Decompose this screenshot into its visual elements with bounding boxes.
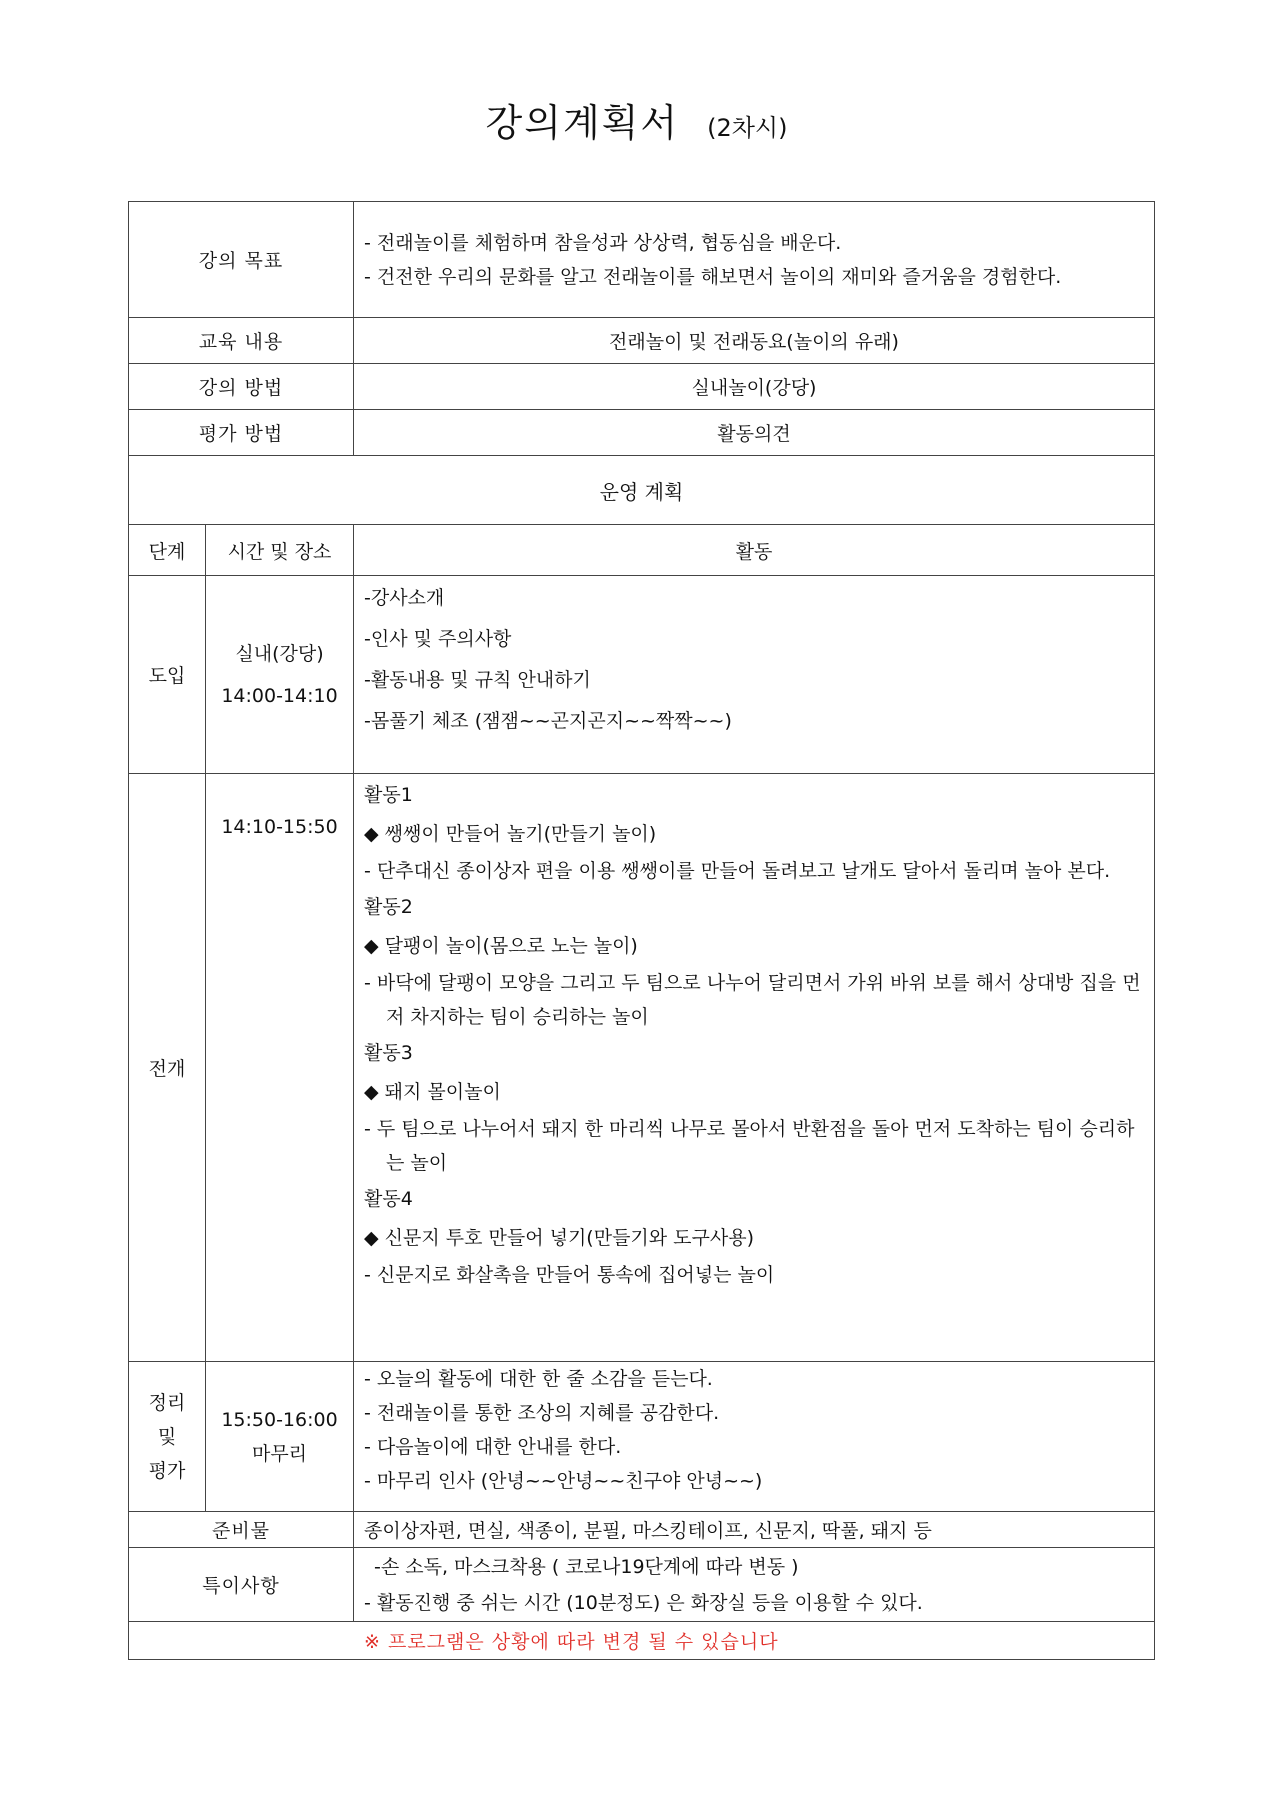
intro-line-3: -활동내용 및 규칙 안내하기: [364, 669, 591, 691]
intro-time: 14:00-14:10: [221, 684, 338, 707]
wrapup-place: 마무리: [251, 1442, 308, 1465]
intro-line-1: -강사소개: [364, 587, 445, 609]
document-title: [0, 92, 1273, 147]
wrapup-time-place: [206, 1362, 354, 1512]
column-time-place: 시간 및 장소: [206, 525, 354, 576]
title-text: 강의계획서: [485, 101, 680, 145]
lecture-plan-table: [128, 201, 1155, 1660]
intro-time-place: [206, 576, 354, 774]
wrapup-line-1: - 오늘의 활동에 대한 한 줄 소감을 듣는다.: [364, 1368, 713, 1390]
content-label: 교육 내용: [129, 318, 354, 364]
column-activity: 활동: [354, 525, 1155, 576]
activity-2-title: 활동2: [364, 896, 413, 918]
materials-label: 준비물: [129, 1512, 354, 1548]
row-wrapup: [129, 1362, 1155, 1512]
method-label: 강의 방법: [129, 364, 354, 410]
intro-activity: [354, 576, 1155, 774]
wrapup-stage: [129, 1362, 206, 1512]
row-intro: [129, 576, 1155, 774]
intro-stage: 도입: [129, 576, 206, 774]
column-stage: 단계: [129, 525, 206, 576]
activity-3-title: 활동3: [364, 1042, 413, 1064]
notes-line-1: -손 소독, 마스크착용 ( 코로나19단계에 따라 변동 ): [374, 1555, 799, 1578]
notes-line-2: - 활동진행 중 쉬는 시간 (10분정도) 은 화장실 등을 이용할 수 있다.: [364, 1591, 923, 1614]
row-goal: [129, 202, 1155, 318]
activity-2-item: ◆ 달팽이 놀이(몸으로 노는 놀이): [364, 935, 638, 957]
wrapup-line-2: - 전래놀이를 통한 조상의 지혜를 공감한다.: [364, 1402, 720, 1424]
program-change-notice: ※ 프로그램은 상황에 따라 변경 될 수 있습니다: [364, 1631, 779, 1653]
activity-4-desc: - 신문지로 화살촉을 만들어 통속에 집어넣는 놀이: [364, 1264, 775, 1286]
notice-cell: [129, 1622, 1155, 1660]
row-column-headers: [129, 525, 1155, 576]
activity-3-desc: - 두 팀으로 나누어서 돼지 한 마리씩 나무로 몰아서 반환점을 돌아 먼저 도착하는 팀이 승리하는 놀이: [364, 1118, 1135, 1174]
goal-cell: [354, 202, 1155, 318]
activity-1-desc: - 단추대신 종이상자 편을 이용 쌩쌩이를 만들어 돌려보고 날개도 달아서 돌리며 놀아 본다.: [364, 860, 1111, 882]
activity-1-title: 활동1: [364, 784, 413, 806]
main-stage: 전개: [129, 774, 206, 1362]
content-value: 전래놀이 및 전래동요(놀이의 유래): [354, 318, 1155, 364]
wrapup-activity: [354, 1362, 1155, 1512]
method-value: 실내놀이(강당): [354, 364, 1155, 410]
materials-value: 종이상자편, 면실, 색종이, 분필, 마스킹테이프, 신문지, 딱풀, 돼지 등: [354, 1512, 1155, 1548]
activity-4-item: ◆ 신문지 투호 만들어 넣기(만들기와 도구사용): [364, 1227, 755, 1249]
wrapup-line-3: - 다음놀이에 대한 안내를 한다.: [364, 1436, 622, 1458]
row-notice: [129, 1622, 1155, 1660]
evaluation-value: 활동의견: [354, 410, 1155, 456]
goal-label: 강의 목표: [129, 202, 354, 318]
row-content: [129, 318, 1155, 364]
wrapup-line-4: - 마무리 인사 (안녕~~안녕~~친구야 안녕~~): [364, 1470, 763, 1492]
activity-4-title: 활동4: [364, 1188, 413, 1210]
wrapup-time: 15:50-16:00: [221, 1408, 338, 1431]
intro-place: 실내(강당): [235, 642, 324, 665]
wrapup-stage-line-2: 및: [157, 1425, 177, 1448]
row-evaluation: [129, 410, 1155, 456]
activity-2-desc: - 바닥에 달팽이 모양을 그리고 두 팀으로 나누어 달리면서 가위 바위 보를 해서 상대방 집을 먼저 차지하는 팀이 승리하는 놀이: [364, 972, 1141, 1028]
plan-header: 운영 계획: [129, 456, 1155, 525]
row-plan-header: [129, 456, 1155, 525]
intro-line-4: -몸풀기 체조 (잼잼~~곤지곤지~~짝짝~~): [364, 710, 732, 732]
notes-cell: [354, 1548, 1155, 1622]
wrapup-stage-line-3: 평가: [148, 1459, 186, 1482]
main-activity: [354, 774, 1155, 1362]
goal-line-2: - 건전한 우리의 문화를 알고 전래놀이를 해보면서 놀이의 재미와 즐거움을 경험한다.: [364, 265, 1062, 288]
evaluation-label: 평가 방법: [129, 410, 354, 456]
activity-1-item: ◆ 쌩쌩이 만들어 놀기(만들기 놀이): [364, 823, 657, 845]
goal-line-1: - 전래놀이를 체험하며 참을성과 상상력, 협동심을 배운다.: [364, 231, 842, 254]
intro-line-2: -인사 및 주의사항: [364, 628, 512, 650]
title-subtitle: (2차시): [707, 114, 788, 142]
row-main: [129, 774, 1155, 1362]
row-notes: [129, 1548, 1155, 1622]
activity-3-item: ◆ 돼지 몰이놀이: [364, 1081, 501, 1103]
main-time: 14:10-15:50: [206, 774, 354, 1362]
row-materials: [129, 1512, 1155, 1548]
wrapup-stage-line-1: 정리: [148, 1391, 186, 1414]
row-method: [129, 364, 1155, 410]
notes-label: 특이사항: [129, 1548, 354, 1622]
